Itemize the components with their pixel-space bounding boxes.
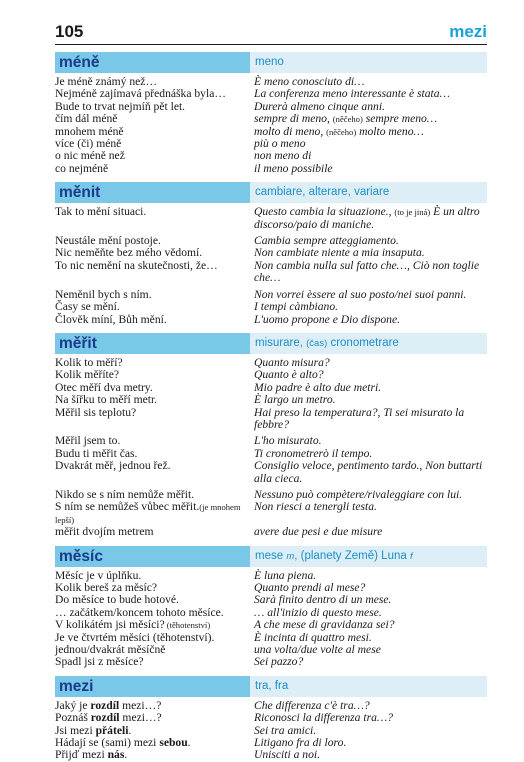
translation-text: mese [255, 549, 287, 562]
example-row [55, 407, 487, 432]
czech-text: mezi…? [119, 698, 162, 712]
italian-phrase [254, 206, 487, 231]
italian-text: Riconosci la differenza tra…? [254, 711, 394, 725]
translation-note: (čas) [306, 337, 328, 349]
czech-text: Neustále mění postoje. [55, 234, 161, 248]
czech-keyword: rozdíl [90, 698, 120, 712]
czech-text: čím dál méně [55, 112, 118, 126]
italian-text: Questo cambia la situazione., [254, 205, 395, 219]
translation-text: tra, fra [255, 679, 289, 692]
czech-text: o nic méně než [55, 149, 125, 163]
example-row [55, 460, 487, 485]
italian-phrase [254, 407, 487, 432]
italian-phrase [254, 526, 487, 538]
italian-text: È meno conosciuto di… [254, 75, 365, 88]
dictionary-entry [55, 182, 487, 326]
czech-phrase [55, 206, 254, 231]
czech-phrase [55, 749, 254, 761]
italian-text: È un altro discorso/paio di maniche. [254, 205, 480, 231]
italian-text: I tempi càmbiano. [254, 300, 339, 314]
czech-phrase [55, 163, 254, 175]
italian-text: una volta/due volte al mese [254, 643, 381, 657]
example-row [55, 749, 487, 761]
example-row [55, 501, 487, 526]
entry-word: měnit [55, 182, 250, 203]
dictionary-page [55, 18, 487, 762]
italian-text: Sei tra amici. [254, 723, 317, 737]
italian-text: Consiglio veloce, pentimento tardo., Non buttarti alla cieca. [254, 459, 483, 485]
czech-text: mezi…? [119, 711, 162, 725]
page-header [55, 18, 487, 45]
page-number: 105 [55, 22, 84, 41]
example-list [55, 206, 487, 326]
czech-phrase [55, 460, 254, 485]
italian-phrase [254, 656, 487, 668]
italian-note: (to je jiná) [394, 207, 431, 218]
italian-text: molto meno… [356, 124, 424, 138]
translation-text: meno [255, 56, 284, 68]
italian-text: molto di meno, [254, 124, 327, 138]
czech-text: Tak to mění situaci. [55, 205, 147, 219]
czech-text: . [124, 748, 128, 762]
czech-text: měřit dvojím metrem [55, 525, 154, 539]
czech-text: Nikdo se s ním nemůže měřit. [55, 487, 195, 501]
czech-keyword: rozdíl [90, 711, 120, 725]
czech-text: . [128, 723, 132, 737]
entry-translation [250, 182, 487, 203]
czech-text: Kolik bereš za měsíc? [55, 581, 158, 594]
example-row [55, 260, 487, 285]
czech-text: co nejméně [55, 161, 109, 175]
czech-text: Otec měří dva metry. [55, 380, 153, 394]
italian-text: non meno di [254, 149, 312, 163]
translation-text: cronometrare [327, 336, 399, 349]
italian-text: Quanto prendi al mese? [254, 581, 366, 594]
italian-text: il meno possibile [254, 161, 333, 175]
example-row [55, 314, 487, 326]
italian-text: Cambia sempre atteggiamento. [254, 234, 399, 248]
czech-text: Jsi mezi [55, 723, 96, 737]
czech-text: Spadl jsi z měsíce? [55, 655, 144, 669]
italian-text: sempre di meno, [254, 112, 333, 126]
italian-text: È luna piena. [254, 568, 317, 582]
italian-text: È incinta di quattro mesi. [254, 630, 372, 644]
czech-text: Je ve čtvrtém měsíci (těhotenství). [55, 630, 215, 644]
czech-text: Neměnil bych s ním. [55, 287, 152, 301]
czech-text: To nic nemění na skutečnosti, že… [55, 258, 218, 272]
running-headword: mezi [449, 22, 487, 41]
czech-text: V kolikátém jsi měsíci? [55, 618, 165, 632]
italian-text: A che mese di gravidanza sei? [254, 618, 395, 632]
czech-text: Kolik to měří? [55, 355, 123, 369]
czech-text: Kolik měříte? [55, 368, 120, 382]
italian-phrase [254, 163, 487, 175]
czech-text: Poznáš [55, 711, 91, 725]
italian-text: Mio padre è alto due metri. [254, 380, 382, 394]
czech-keyword: nás [107, 748, 125, 762]
example-row [55, 206, 487, 231]
italian-text: più o meno [254, 137, 306, 151]
czech-text: Hádají se (sami) mezi [55, 736, 160, 750]
czech-phrase [55, 526, 254, 538]
czech-phrase [55, 314, 254, 326]
czech-text: Časy se mění. [55, 300, 120, 314]
czech-text: Nejméně zajímavá přednáška byla… [55, 87, 226, 101]
translation-text: misurare, [255, 336, 307, 349]
czech-text: … začátkem/koncem tohoto měsíce. [55, 605, 224, 619]
entry-header [55, 676, 487, 697]
czech-text: Jaký je [55, 698, 91, 712]
italian-text: Non vorrei èssere al suo posto/nei suoi panni. [254, 287, 467, 301]
italian-text: L'ho misurato. [254, 434, 322, 448]
entry-word: mezi [55, 676, 250, 697]
italian-text: È largo un metro. [254, 393, 336, 407]
czech-text: Přijď mezi [55, 748, 108, 762]
italian-text: Quanto misura? [254, 355, 330, 369]
czech-phrase [55, 501, 254, 526]
entry-word: méně [55, 52, 250, 73]
dictionary-entry [55, 546, 487, 669]
italian-phrase [254, 460, 487, 485]
gender-marker: f [409, 550, 413, 562]
italian-text: Quanto è alto? [254, 368, 324, 382]
italian-text: … all'inizio di questo mese. [254, 605, 382, 619]
italian-text: Sarà finito dentro di un mese. [254, 593, 392, 607]
czech-text: . [187, 736, 191, 750]
czech-text: S ním se nemůžeš vůbec měřit. [55, 500, 200, 514]
italian-text: L'uomo propone e Dio dispone. [254, 312, 400, 326]
entry-header [55, 333, 487, 354]
czech-text: více (či) méně [55, 137, 122, 151]
example-list [55, 700, 487, 762]
italian-note: (něčeho) [326, 126, 357, 137]
gender-marker: m [286, 550, 295, 562]
dictionary-entry [55, 333, 487, 539]
entry-translation [250, 52, 487, 73]
czech-text: Je méně známý než… [55, 75, 158, 88]
italian-text: Durerà almeno cinque anni. [254, 99, 385, 113]
italian-text: Nessuno può compètere/rivaleggiare con lui. [254, 487, 463, 501]
czech-text: Člověk míní, Bůh mění. [55, 312, 167, 326]
italian-text: Ti cronometrerò il tempo. [254, 446, 373, 460]
example-list [55, 357, 487, 539]
czech-phrase [55, 656, 254, 668]
entry-translation [250, 676, 487, 697]
italian-phrase [254, 314, 487, 326]
italian-text: La conferenza meno interessante è stata… [254, 87, 450, 101]
italian-text: Litigano fra di loro. [254, 736, 347, 750]
italian-text: Unisciti a noi. [254, 748, 321, 762]
example-list [55, 570, 487, 669]
czech-note: (je mnohem lepší) [55, 502, 241, 525]
italian-phrase [254, 749, 487, 761]
czech-text: jednou/dvakrát měsíčně [55, 643, 166, 657]
czech-text: Měřil sis teplotu? [55, 405, 137, 419]
example-row [55, 656, 487, 668]
czech-text: Bude to trvat nejmíň pět let. [55, 99, 186, 113]
italian-text: Non cambiate niente a mia insaputa. [254, 246, 425, 260]
entry-header [55, 52, 487, 73]
italian-text: Che differenza c'è tra…? [254, 698, 370, 712]
czech-text: Měřil jsem to. [55, 434, 121, 448]
translation-text: , (planety Země) Luna [294, 549, 410, 562]
entry-header [55, 182, 487, 203]
czech-text: Do měsíce to bude hotové. [55, 593, 179, 607]
example-list [55, 76, 487, 175]
entry-translation [250, 546, 487, 567]
italian-text: Non riesci a tenergli testa. [254, 500, 377, 514]
italian-phrase [254, 501, 487, 526]
italian-text: sempre meno… [362, 112, 438, 126]
dictionary-entry [55, 676, 487, 762]
czech-text: Na šířku to měří metr. [55, 393, 158, 407]
italian-text: Hai preso la temperatura?, Ti sei misurato la febbre? [254, 405, 465, 431]
czech-text: Nic neměňte bez mého vědomí. [55, 246, 203, 260]
italian-text: Sei pazzo? [254, 655, 304, 669]
italian-text: avere due pesi e due misure [254, 525, 383, 539]
example-row [55, 526, 487, 538]
dictionary-entry [55, 52, 487, 175]
czech-text: mnohem méně [55, 124, 124, 138]
czech-keyword: přáteli [95, 723, 129, 737]
entry-word: měřit [55, 333, 250, 354]
czech-text: Dvakrát měř, jednou řež. [55, 459, 171, 473]
italian-text: Non cambia nulla sul fatto che…, Ciò non toglie che… [254, 258, 480, 285]
italian-phrase [254, 260, 487, 285]
czech-keyword: sebou [159, 736, 188, 750]
entry-translation [250, 333, 487, 354]
example-row [55, 163, 487, 175]
entries-list [55, 52, 487, 762]
czech-note: (těhotenství) [164, 620, 211, 631]
czech-phrase [55, 260, 254, 285]
czech-text: Měsíc je v úplňku. [55, 568, 142, 582]
czech-phrase [55, 407, 254, 432]
czech-text: Budu ti měřit čas. [55, 446, 138, 460]
translation-text: cambiare, alterare, variare [255, 186, 390, 199]
entry-word: měsíc [55, 546, 250, 567]
entry-header [55, 546, 487, 567]
italian-note: (něčeho) [332, 114, 363, 125]
